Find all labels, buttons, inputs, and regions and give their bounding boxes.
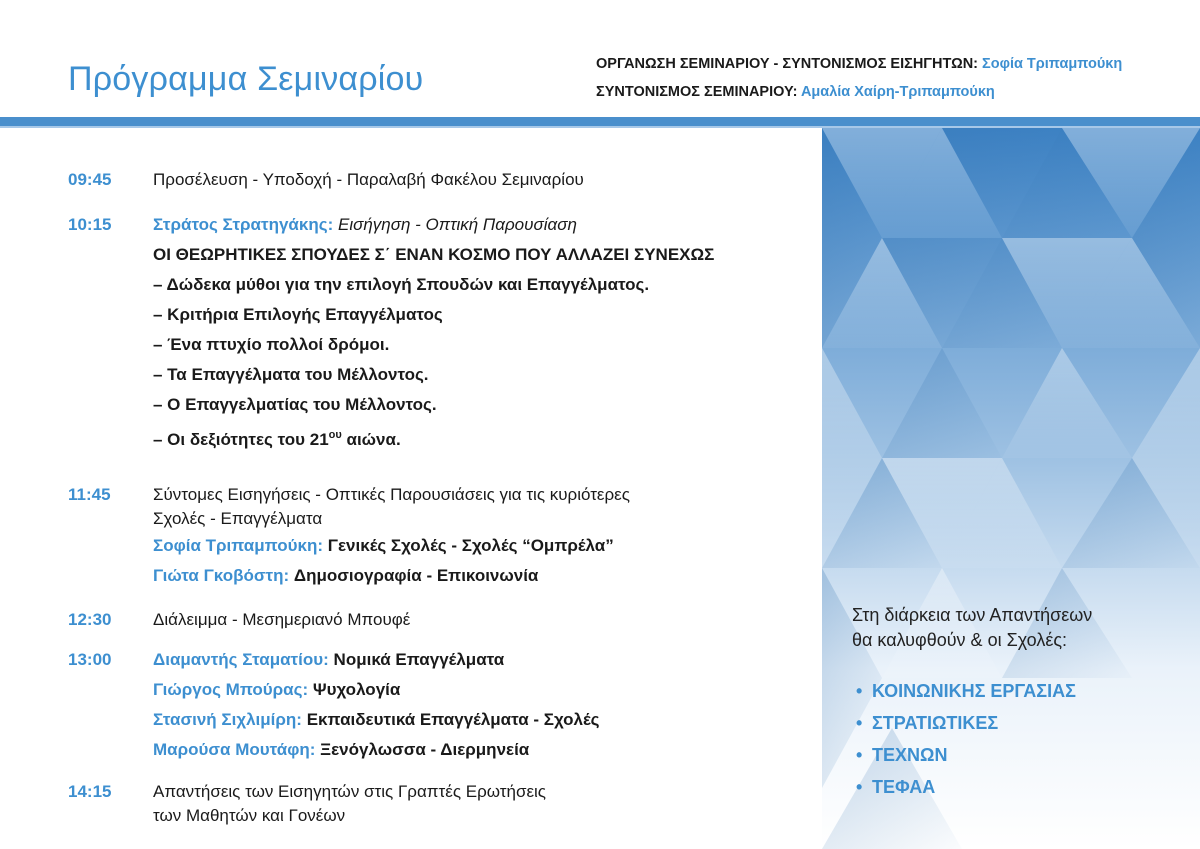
schedule-slot-1300	[68, 645, 808, 777]
school-name: ΚΟΙΝΩΝΙΚΗΣ ΕΡΓΑΣΙΑΣ	[872, 681, 1076, 701]
bullet-icon: •	[856, 745, 863, 765]
organization-label: ΟΡΓΑΝΩΣΗ ΣΕΜΙΝΑΡΙΟΥ - ΣΥΝΤΟΝΙΣΜΟΣ ΕΙΣΗΓΗΤΩΝ:	[596, 56, 978, 72]
slot-text: Προσέλευση - Υποδοχή - Παραλαβή Φακέλου Σεμιναρίου	[153, 170, 584, 189]
speaker-name: Μαρούσα Μουτάφη:	[153, 740, 316, 759]
organizers	[596, 50, 1122, 106]
school-item-tefaa	[856, 771, 1076, 803]
speaker-name: Στασινή Σιχλιμίρη:	[153, 710, 302, 729]
slot-text	[153, 777, 808, 828]
school-item-social-work	[856, 675, 1076, 707]
speaker-name: Σοφία Τριπαμπούκη:	[153, 536, 324, 555]
slot-text-line: των Μαθητών και Γονέων	[153, 806, 346, 825]
schedule-slot-1415	[68, 777, 808, 837]
side-note	[852, 603, 1092, 653]
talk-point: – Ο Επαγγελματίας του Μέλλοντος.	[153, 395, 437, 414]
speaker-name: Διαμαντής Σταματίου:	[153, 650, 329, 669]
talk-point-suffix: αιώνα.	[341, 430, 401, 449]
talk-topic: Νομικά Επαγγέλματα	[333, 650, 505, 669]
school-name: ΤΕΦΑΑ	[872, 777, 936, 797]
schedule-slot-1230	[68, 605, 808, 645]
school-name: ΣΤΡΑΤΙΩΤΙΚΕΣ	[872, 713, 999, 733]
side-note-line-1: Στη διάρκεια των Απαντήσεων	[852, 605, 1093, 625]
talk-point: – Δώδεκα μύθοι για την επιλογή Σπουδών και Επαγγέλματος.	[153, 275, 650, 294]
slot-time: 11:45	[68, 485, 111, 504]
slot-text	[153, 480, 808, 531]
organization-line	[596, 50, 1122, 78]
talk-line	[153, 675, 808, 705]
slot-text-line: Σχολές - Επαγγέλματα	[153, 509, 323, 528]
ordinal-superscript: ου	[328, 429, 342, 441]
talk-topic: Ξενόγλωσσα - Διερμηνεία	[320, 740, 530, 759]
schedule	[68, 165, 808, 837]
speaker-name: Γιώργος Μπούρας:	[153, 680, 309, 699]
header	[0, 0, 1200, 118]
talk-topic: Δημοσιογραφία - Επικοινωνία	[293, 566, 539, 585]
talk-topic: ΟΙ ΘΕΩΡΗΤΙΚΕΣ ΣΠΟΥΔΕΣ Σ΄ ΕΝΑΝ ΚΟΣΜΟ ΠΟΥ ΑΛΛΑΖΕΙ ΣΥΝΕΧΩΣ	[153, 245, 715, 264]
coordination-name: Αμαλία Χαίρη-Τριπαμπούκη	[800, 84, 995, 100]
talk-point: – Κριτήρια Επιλογής Επαγγέλματος	[153, 305, 443, 324]
school-item-military	[856, 707, 1076, 739]
talk-topic: Ψυχολογία	[312, 680, 401, 699]
slot-time: 09:45	[68, 170, 112, 189]
slot-time: 14:15	[68, 782, 112, 801]
slot-text-line: Απαντήσεις των Εισηγητών στις Γραπτές Ερωτήσεις	[153, 782, 547, 801]
bullet-icon: •	[856, 777, 863, 797]
speaker-line	[153, 210, 808, 240]
organization-name: Σοφία Τριπαμπούκη	[982, 56, 1123, 72]
slot-time: 10:15	[68, 215, 112, 234]
talk-line	[153, 645, 808, 675]
talk-point-last	[153, 420, 808, 450]
schedule-slot-1145	[68, 480, 808, 605]
talk-line	[153, 735, 808, 765]
page-title: Πρόγραμμα Σεμιναρίου	[68, 60, 424, 98]
talk-topic: Γενικές Σχολές - Σχολές “Ομπρέλα”	[327, 536, 614, 555]
slot-text-line: Σύντομες Εισηγήσεις - Οπτικές Παρουσιάσεις για τις κυριότερες	[153, 485, 630, 504]
speaker-name: Στράτος Στρατηγάκης:	[153, 215, 334, 234]
talk-line	[153, 531, 808, 561]
talk-point: – Τα Επαγγέλματα του Μέλλοντος.	[153, 365, 429, 384]
coordination-line	[596, 78, 1122, 106]
additional-schools-list	[856, 675, 1076, 803]
talk-line	[153, 561, 808, 591]
school-name: ΤΕΧΝΩΝ	[872, 745, 948, 765]
bullet-icon: •	[856, 681, 863, 701]
talk-line	[153, 705, 808, 735]
coordination-label: ΣΥΝΤΟΝΙΣΜΟΣ ΣΕΜΙΝΑΡΙΟΥ:	[596, 84, 798, 100]
schedule-slot-0945	[68, 165, 808, 210]
speaker-name: Γιώτα Γκοβόστη:	[153, 566, 290, 585]
school-item-arts	[856, 739, 1076, 771]
bullet-icon: •	[856, 713, 863, 733]
slot-time: 13:00	[68, 650, 112, 669]
talk-point-text: – Οι δεξιότητες του 21	[153, 430, 329, 449]
schedule-slot-1015	[68, 210, 808, 480]
side-note-line-2: θα καλυφθούν & οι Σχολές:	[852, 630, 1068, 650]
slot-time: 12:30	[68, 610, 112, 629]
speaker-role: Εισήγηση - Οπτική Παρουσίαση	[337, 215, 577, 234]
header-divider-band	[0, 117, 1200, 126]
talk-topic: Εκπαιδευτικά Επαγγέλματα - Σχολές	[306, 710, 600, 729]
slot-text: Διάλειμμα - Μεσημεριανό Μπουφέ	[153, 610, 411, 629]
talk-point: – Ένα πτυχίο πολλοί δρόμοι.	[153, 335, 390, 354]
